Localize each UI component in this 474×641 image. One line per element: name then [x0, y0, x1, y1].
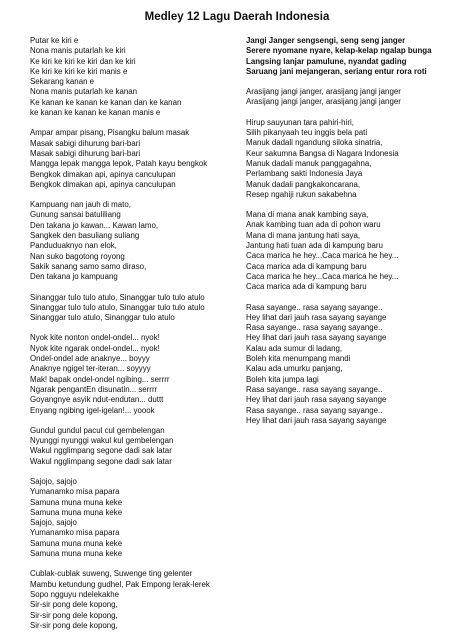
- lyrics-line: Manuk dadali manuk panggagahna,: [246, 158, 372, 168]
- lyrics-stanza: [246, 36, 468, 77]
- document-title: Medley 12 Lagu Daerah Indonesia: [144, 11, 330, 23]
- lyrics-stanza: [30, 36, 246, 118]
- lyrics-line: Panduduaknyo nan elok,: [30, 241, 117, 251]
- lyrics-line: Sir-sir pong dele kopong,: [30, 610, 118, 620]
- lyrics-line: Wakul ngglimpang segone dadi sak latar: [30, 456, 172, 466]
- lyrics-line: Mana di mana jantung hati saya,: [246, 230, 361, 240]
- lyrics-line: Nan suko bagotong royong: [30, 251, 125, 261]
- lyrics-line: Jantung hati tuan ada di kampung baru: [246, 241, 383, 251]
- lyrics-line: Sir-sir pong dele kopong,: [30, 600, 118, 610]
- lyrics-line: Arasijang jangi janger, arasijang jangi janger: [246, 97, 401, 107]
- lyrics-line: Cublak-cublak suweng, Suwenge ting gelenter: [30, 569, 193, 579]
- lyrics-stanza: [246, 210, 468, 292]
- lyrics-line: Wakul ngglimpang segone dadi sak latar: [30, 446, 172, 456]
- lyrics-line: Silih pikanyaah teu inggis bela pati: [246, 128, 368, 138]
- lyrics-stanza: [30, 426, 246, 467]
- lyrics-line: Sopo ngguyu ndelekakhe: [30, 589, 120, 599]
- lyrics-line: Jangi Janger sengsengi, seng seng janger: [246, 36, 406, 45]
- lyrics-stanza: [246, 118, 468, 200]
- lyrics-line: Sekarang kanan e: [30, 77, 95, 87]
- lyrics-line: Gundul gundul pacul cul gembelengan: [30, 425, 165, 435]
- lyrics-line: Gunung sansai batuliliang: [30, 210, 121, 220]
- lyrics-line: Nona manis putarlah ke kiri: [30, 46, 126, 56]
- lyrics-line: Sangkek den basuliang suliang: [30, 231, 140, 241]
- lyrics-line: Serere nyomane nyare, kelap-kelap ngalap bunga: [246, 46, 432, 56]
- lyrics-line: Masak sabigi dihurung bari-bari: [30, 148, 141, 158]
- lyrics-line: Manuk dadali ngandung siloka sinatria,: [246, 138, 383, 148]
- lyrics-line: Enyang ngibing igel-igelan!... yoook: [30, 405, 155, 415]
- lyrics-line: Kampuang nan jauh di mato,: [30, 200, 131, 210]
- lyrics-line: Hey lihat dari jauh rasa sayang sayange: [246, 312, 387, 322]
- lyrics-line: Goyangnye asyik ndut-endutan... duttt: [30, 395, 164, 405]
- lyrics-line: Ngarak pengantEn disunatin... serrrr: [30, 384, 158, 394]
- lyrics-line: Sajojo, sajojo: [30, 518, 77, 528]
- lyrics-line: Boleh kita menumpang mandi: [246, 354, 351, 364]
- left-lyrics-column: [30, 36, 246, 641]
- lyrics-line: Kalau ada umurku panjang,: [246, 364, 343, 374]
- lyrics-line: Bengkok dimakan api, apinya canculupan: [30, 179, 176, 189]
- lyrics-line: Samuna muna muna keke: [30, 549, 123, 559]
- lyrics-line: Arasijang jangi janger, arasijang jangi janger: [246, 87, 401, 97]
- lyrics-line: Caca marica ada di kampung baru: [246, 261, 367, 271]
- lyrics-line: Sakik sanang samo samo diraso,: [30, 261, 147, 271]
- lyrics-line: Nona manis putarlah ke kanan: [30, 87, 138, 97]
- lyrics-stanza: [30, 569, 246, 631]
- lyrics-line: Hey lihat dari jauh rasa sayang sayange: [246, 415, 387, 425]
- lyrics-stanza: [30, 333, 246, 415]
- lyrics-line: Yumanamko misa papara: [30, 487, 120, 497]
- lyrics-stanza: [30, 293, 246, 324]
- lyrics-line: Anaknye ngigel ter-iteran... soyyyy: [30, 364, 151, 374]
- lyrics-line: Rasa sayange.. rasa sayang sayange..: [246, 323, 383, 333]
- lyrics-line: Sinanggar tulo tulo atulo, Sinanggar tulo tulo atulo: [30, 292, 205, 302]
- lyrics-line: Caca marica he hey...Caca marica he hey...: [246, 271, 399, 281]
- lyrics-line: Ke kiri ke kiri ke kiri dan ke kiri: [30, 56, 136, 66]
- lyrics-line: Kalau ada sumur di ladang,: [246, 343, 343, 353]
- lyrics-line: Rasa sayange.. rasa sayang sayange..: [246, 384, 383, 394]
- lyrics-stanza: [30, 477, 246, 559]
- lyrics-line: Nyunggi nyunggi wakul kul gembelengan: [30, 436, 174, 446]
- lyrics-line: Ampar ampar pisang, Pisangku balum masak: [30, 128, 190, 138]
- lyrics-line: Boleh kita jumpa lagi: [246, 374, 319, 384]
- lyrics-line: Perlambang sakti Indonesia Jaya: [246, 169, 363, 179]
- lyrics-line: Resep ngahiji rukun sakabehna: [246, 189, 357, 199]
- lyrics-line: Hey lihat dari jauh rasa sayang sayange: [246, 333, 387, 343]
- lyrics-line: Sir-sir pong dele kopong,: [30, 620, 118, 630]
- lyrics-line: Hirup sauyunan tara pahiri-hiri,: [246, 117, 354, 127]
- lyrics-line: Hey lihat dari jauh rasa sayang sayange: [246, 395, 387, 405]
- lyrics-line: Mana di mana anak kambing saya,: [246, 210, 369, 220]
- lyrics-line: Ondel-ondel ade anaknye... boyyy: [30, 354, 150, 364]
- lyrics-line: Bengkok dimakan api, apinya canculupan: [30, 169, 176, 179]
- lyrics-line: Sinanggar tulo tulo atulo, Sinanggar tulo tulo atulo: [30, 302, 205, 312]
- lyrics-stanza: [30, 128, 246, 190]
- lyrics-line: Mak! bapak ondel-ondel ngibing... serrrr: [30, 374, 170, 384]
- right-lyrics-column: [246, 36, 468, 436]
- lyrics-line: Mambu ketundung gudhel, Pak Empong lerak-lerek: [30, 579, 210, 589]
- lyrics-line: Ke kiri ke kiri ke kiri manis e: [30, 66, 128, 76]
- lyrics-line: Manuk dadali pangkakoncarana,: [246, 179, 361, 189]
- lyrics-line: Nyok kite nonton ondel-ondel... nyok!: [30, 333, 160, 343]
- lyrics-stanza: [30, 200, 246, 282]
- lyrics-line: Ke kanan ke kanan ke kanan dan ke kanan: [30, 97, 182, 107]
- lyrics-line: ke kanan ke kanan ke kanan manis e: [30, 108, 161, 118]
- lyrics-line: Samuna muna muna keke: [30, 497, 123, 507]
- lyrics-line: Yumanamko misa papara: [30, 528, 120, 538]
- lyrics-line: Caca marica he hey...Caca marica he hey...: [246, 251, 399, 261]
- lyrics-line: Samuna muna muna keke: [30, 507, 123, 517]
- lyrics-line: Saruang jani mejangeran, seriang entur rora roti: [246, 66, 427, 76]
- lyrics-line: Rasa sayange.. rasa sayang sayange..: [246, 405, 383, 415]
- lyrics-line: Nyok kite ngarak ondel-ondel... nyok!: [30, 343, 160, 353]
- lyrics-line: Mangga lepak mangga lepok, Patah kayu bengkok: [30, 159, 208, 169]
- lyrics-stanza: [246, 303, 468, 427]
- lyrics-line: Den takana jo kampuang: [30, 272, 118, 282]
- lyrics-line: Putar ke kiri e: [30, 36, 79, 45]
- lyrics-line: Rasa sayange.. rasa sayang sayange..: [246, 302, 383, 312]
- lyrics-line: Langsing lanjar pamulune, nyandat gading: [246, 56, 407, 66]
- lyrics-line: Masak sabigi dihurung bari-bari: [30, 138, 141, 148]
- lyrics-line: Anak kambing tuan ada di pohon waru: [246, 220, 381, 230]
- lyrics-line: Den takana jo kawan... Kawan lamo,: [30, 220, 159, 230]
- lyrics-line: Samuna muna muna keke: [30, 538, 123, 548]
- lyrics-line: Caca marica ada di kampung baru: [246, 282, 367, 292]
- lyrics-line: Sinanggar tulo atulo, Sinanggar tulo atulo: [30, 313, 175, 323]
- lyrics-line: Sajojo, sajojo: [30, 476, 77, 486]
- lyrics-line: Keur sakumna Bangsa di Nagara Indonesia: [246, 148, 399, 158]
- lyrics-stanza: [246, 87, 468, 108]
